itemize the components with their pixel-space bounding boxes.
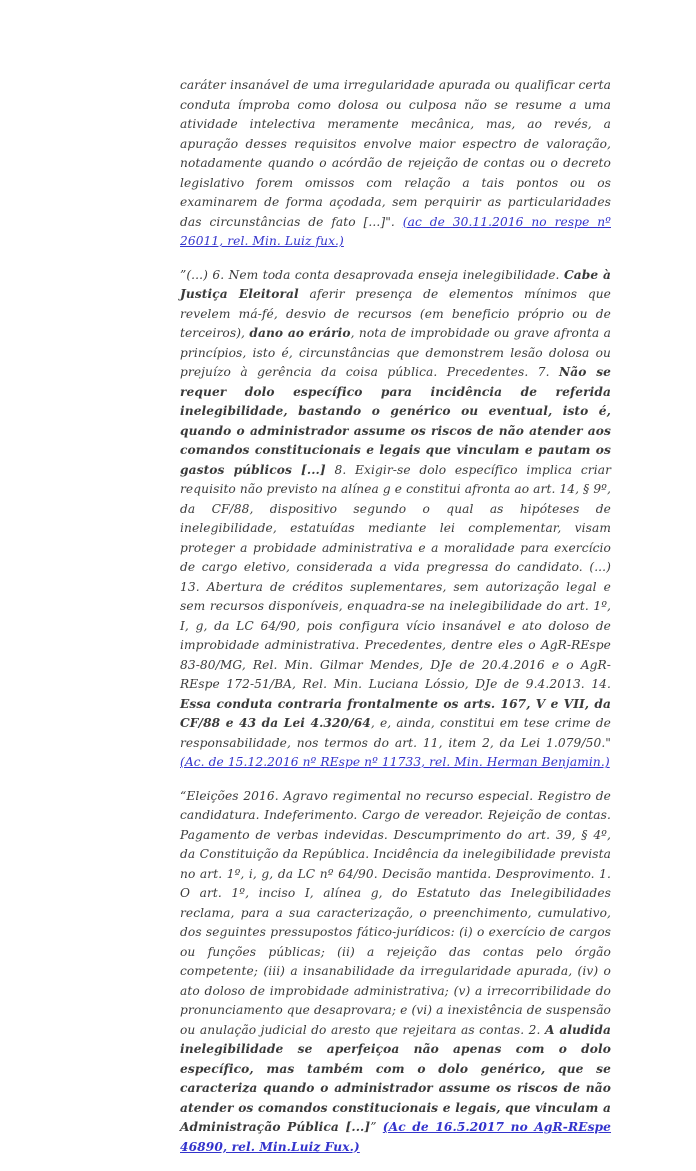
text-run: caráter insanável de uma irregularidade apurada ou qualificar certa conduta ímproba como dolosa ou culposa não se resume a uma atividade intelectiva meramente mecânica, mas, ao revés, a apuração desses requisitos envolve maior espectro de valoração, notadamente quando o acórdão de rejeição de contas ou o decreto legislativo forem omissos com relação a tais pontos ou os examinarem de forma açodada, sem perquirir as particularidades das circunstâncias de fato [...]". (180, 78, 611, 229)
text-run: dano ao erário (249, 326, 351, 340)
paragraph (180, 266, 611, 773)
paragraph (180, 787, 611, 1158)
text-run: Essa conduta contraria frontalmente os arts. 167, V e VII, da CF/88 e 43 da Lei 4.320/64 (180, 696, 611, 730)
text-run: , e, ainda, constitui em tese crime de responsabilidade, nos termos do art. 11, item 2, da Lei 1.079/50." (180, 716, 611, 750)
text-run: 8. Exigir-se dolo específico implica criar requisito não previsto na alínea g e constitui afronta ao art. 14, § 9º, da CF/88, dispositivo segundo o qual as hipóteses de inelegibilidade, estatuídas mediante lei complementar, visam proteger a probidade administrativa e a moralidade para exercício de cargo eletivo, considerada a vida pregressa do candidato. (...) 13. Abertura de créditos suplementares, sem autorização legal e sem recursos disponíveis, enquadra-se na inelegibilidade do art. 1º, I, g, da LC 64/90, pois configura vício insanável e ato doloso de improbidade administrativa. Precedentes, dentre eles o AgR-REspe 83-80/MG, Rel. Min. Gilmar Mendes, DJe de 20.4.2016 e o AgR-REspe 172-51/BA, Rel. Min. Luciana Lóssio, DJe de 9.4.2013. 14. (180, 462, 612, 691)
text-run: Cabe à Justiça Eleitoral (180, 267, 611, 301)
citation-link[interactable]: (Ac de 16.5.2017 no AgR-REspe 46890, rel. Min.Luiz Fux.) (180, 1120, 612, 1154)
citation-link[interactable]: (Ac. de 15.12.2016 nº REspe nº 11733, rel. Min. Herman Benjamin.) (180, 755, 610, 769)
text-run: ”(...) 6. Nem toda conta desaprovada enseja inelegibilidade. (180, 267, 564, 282)
text-run: , nota de improbidade ou grave afronta a princípios, isto é, circunstâncias que demonstrem lesão dolosa ou prejuízo à gerência da coisa pública. Precedentes. 7. (180, 326, 611, 379)
citation-link[interactable]: (ac de 30.11.2016 no respe nº 26011, rel. Min. Luiz fux.) (180, 214, 611, 248)
text-run: “Eleições 2016. Agravo regimental no recurso especial. Registro de candidatura. Indeferimento. Cargo de vereador. Rejeição de contas. Pagamento de verbas indevidas. Descumprimento do art. 39, § 4º, da Constituição da República. Incidência da inelegibilidade prevista no art. 1º, i, g, da LC nº 64/90. Decisão mantida. Desprovimento. 1. O art. 1º, inciso I, alínea g, do Estatuto das Inelegibilidades reclama, para a sua caracterização, o preenchimento, cumulativo, dos seguintes pressupostos fático-jurídicos: (i) o exercício de cargos ou funções públicas; (ii) a rejeição das contas pelo órgão competente; (iii) a insanabilidade da irregularidade apurada, (iv) o ato doloso de improbidade administrativa; (v) a irrecorribilidade do pronunciamento que desaprovara; e (vi) a inexistência de suspensão ou anulação judicial do aresto que rejeitara as contas. 2. (180, 788, 611, 1037)
document-body (180, 76, 611, 1157)
text-run: A aludida inelegibilidade se aperfeiçoa não apenas com o dolo específico, mas também com o dolo genérico, que se caracteriza quando o administrador assume os riscos de não atender os comandos constitucionais e legais, que vinculam a Administração Pública [...] (180, 1022, 611, 1134)
paragraph (180, 76, 611, 252)
document-page (180, 76, 611, 1171)
text-run: Não se requer dolo específico para incidência de referida inelegibilidade, bastando o genérico ou eventual, isto é, quando o administrador assume os riscos de não atender aos comandos constitucionais e legais que vinculam e pautam os gastos públicos [...] (180, 365, 612, 477)
text-run: aferir presença de elementos mínimos que revelem má-fé, desvio de recursos (em beneficio próprio ou de terceiros), (180, 287, 611, 340)
text-run: ” (370, 1120, 383, 1134)
